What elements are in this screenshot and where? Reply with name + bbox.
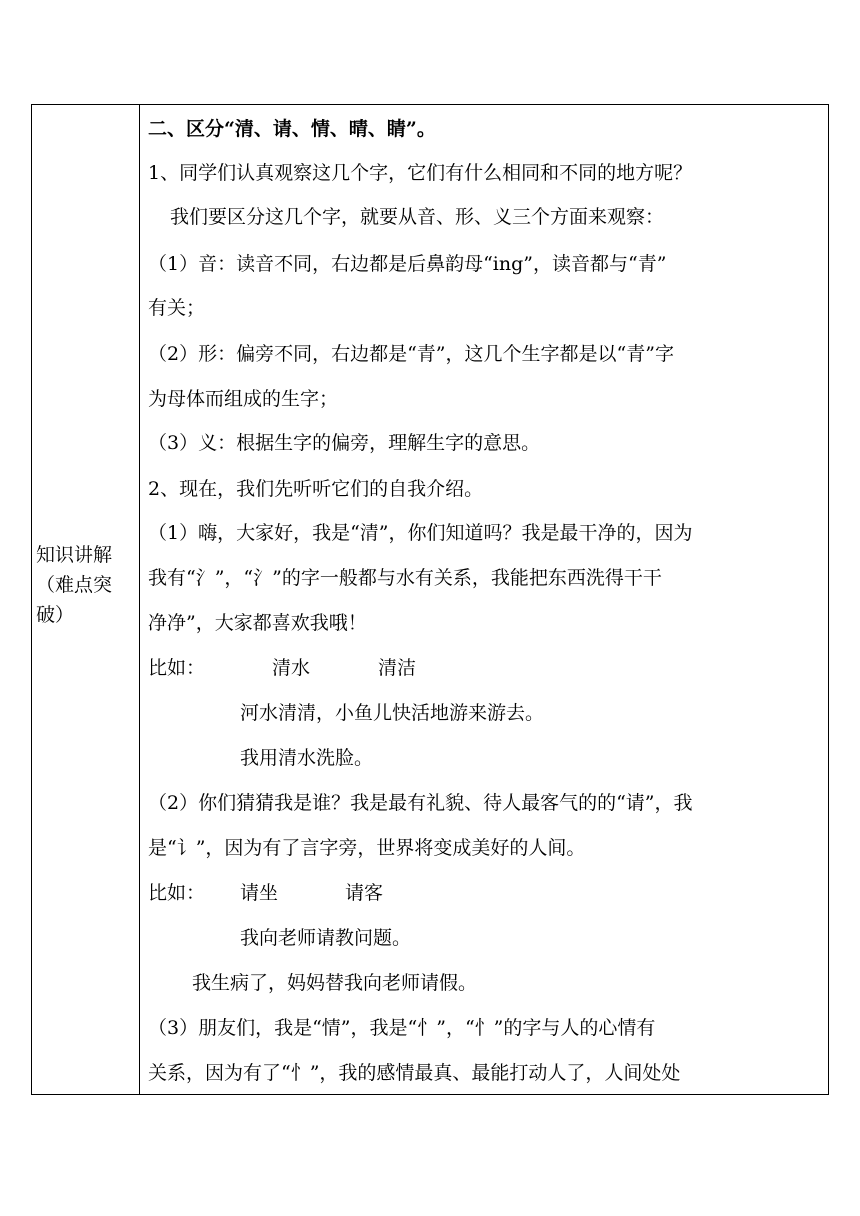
section-label-line: （难点突 (36, 574, 113, 596)
text-line: （3）义：根据生字的偏旁，理解生字的意思。 (148, 432, 541, 454)
text-line: （1）嗨，大家好，我是“清”，你们知道吗？我是最干净的，因为 (148, 522, 693, 544)
section-label-line: 破） (36, 604, 75, 626)
text-line: （2）形：偏旁不同，右边都是“青”，这几个生字都是以“青”字 (148, 343, 674, 365)
text-line: 为母体而组成的生字； (148, 388, 339, 410)
text-line: 2、现在，我们先听听它们的自我介绍。 (148, 478, 484, 500)
text-line: 有关； (148, 297, 206, 319)
example-word: 清水 (272, 657, 311, 679)
example-word: 请坐 (240, 882, 279, 904)
example-sentence: 我生病了，妈妈替我向老师请假。 (192, 972, 478, 994)
text-line: 我有“氵”，“氵”的字一般都与水有关系，我能把东西洗得干干 (148, 567, 662, 589)
example-label: 比如： (148, 657, 206, 679)
example-sentence: 河水清清，小鱼儿快活地游来游去。 (240, 702, 545, 724)
example-word: 请客 (345, 882, 384, 904)
example-word: 清洁 (378, 657, 417, 679)
text-line: 是“讠”，因为有了言字旁，世界将变成美好的人间。 (148, 837, 586, 859)
text-line: （2）你们猜猜我是谁？我是最有礼貌、待人最客气的的“请”，我 (148, 792, 693, 814)
example-sentence: 我用清水洗脸。 (240, 747, 374, 769)
text-line: 净净”，大家都喜欢我哦！ (148, 612, 367, 634)
section-label-line: 知识讲解 (36, 544, 113, 566)
column-divider (139, 105, 140, 1094)
text-line: 我们要区分这几个字，就要从音、形、义三个方面来观察： (170, 206, 665, 228)
text-line: 1、同学们认真观察这几个字，它们有什么相同和不同的地方呢？ (148, 162, 693, 184)
text-line: 关系，因为有了“忄”，我的感情最真、最能打动人了，人间处处 (148, 1062, 681, 1084)
section-label (36, 540, 136, 630)
section-heading: 二、区分“清、请、情、晴、睛”。 (148, 118, 436, 140)
example-label: 比如： (148, 882, 206, 904)
example-sentence: 我向老师请教问题。 (240, 927, 412, 949)
text-line: （3）朋友们，我是“情”，我是“忄”，“忄”的字与人的心情有 (148, 1017, 656, 1039)
text-line: （1）音：读音不同，右边都是后鼻韵母“ing”，读音都与“青” (148, 253, 667, 275)
